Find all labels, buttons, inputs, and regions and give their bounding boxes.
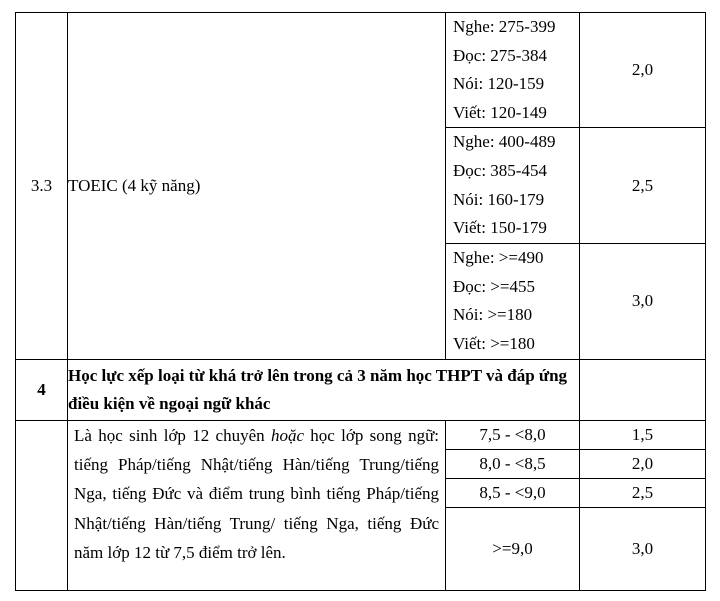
score-line: Nói: >=180 — [453, 305, 533, 325]
toeic-points-level-2: 2,5 — [580, 128, 706, 243]
toeic-number: 3.3 — [16, 13, 68, 360]
score-line: Nghe: >=490 — [453, 248, 544, 268]
section4-number: 4 — [16, 359, 68, 420]
toeic-scores-level-2 — [446, 128, 580, 243]
score-line: Nghe: 275-399 — [453, 17, 556, 36]
gpa-points-2: 2,0 — [580, 449, 706, 478]
score-line: Viết: 120-149 — [453, 102, 547, 122]
gpa-range-4: >=9,0 — [446, 507, 580, 590]
toeic-points-level-3: 3,0 — [580, 243, 706, 359]
toeic-row-1 — [16, 13, 706, 128]
section4-empty-number — [16, 420, 68, 590]
gpa-points-3: 2,5 — [580, 478, 706, 507]
score-line: Đọc: 385-454 — [453, 160, 547, 180]
score-line: Nói: 160-179 — [453, 189, 545, 209]
score-line: Nghe: 400-489 — [453, 132, 556, 152]
section4-description — [68, 420, 446, 590]
desc-text-2: học lớp song ngữ: tiếng Pháp/tiếng Nhật/tiếng Hàn/tiếng Trung/tiếng Nga, tiếng Đức và điểm trung bình tiếng Pháp/tiếng Nhật/tiếng Hàn/tiếng Trung/ tiếng Nga, tiếng Đức năm lớp 12 từ 7,5 điểm trở lên. — [74, 425, 440, 562]
toeic-points-level-1: 2,0 — [580, 13, 706, 128]
gpa-range-1: 7,5 - <8,0 — [446, 420, 580, 449]
section4-description-text — [68, 421, 445, 567]
gpa-range-2: 8,0 - <8,5 — [446, 449, 580, 478]
gpa-points-4: 3,0 — [580, 507, 706, 590]
score-line: Nói: 120-159 — [453, 74, 545, 94]
toeic-scores-level-1 — [446, 13, 580, 128]
criteria-table — [15, 12, 706, 591]
section4-header-row — [16, 359, 706, 420]
toeic-scores-level-3 — [446, 243, 580, 359]
section4-row-1 — [16, 420, 706, 449]
section4-empty-cell — [580, 359, 706, 420]
score-line: Viết: 150-179 — [453, 218, 547, 238]
gpa-points-1: 1,5 — [580, 420, 706, 449]
gpa-range-3: 8,5 - <9,0 — [446, 478, 580, 507]
desc-text-1: Là học sinh lớp 12 chuyên — [74, 425, 271, 445]
score-line: Đọc: 275-384 — [453, 45, 547, 65]
score-line: Đọc: >=455 — [453, 276, 535, 296]
desc-emphasis: hoặc — [270, 425, 304, 445]
toeic-name: TOEIC (4 kỹ năng) — [68, 13, 446, 360]
section4-title: Học lực xếp loại từ khá trở lên trong cả 3 năm học THPT và đáp ứng điều kiện về ngoại ngữ khác — [68, 359, 580, 420]
score-line: Viết: >=180 — [453, 333, 535, 353]
